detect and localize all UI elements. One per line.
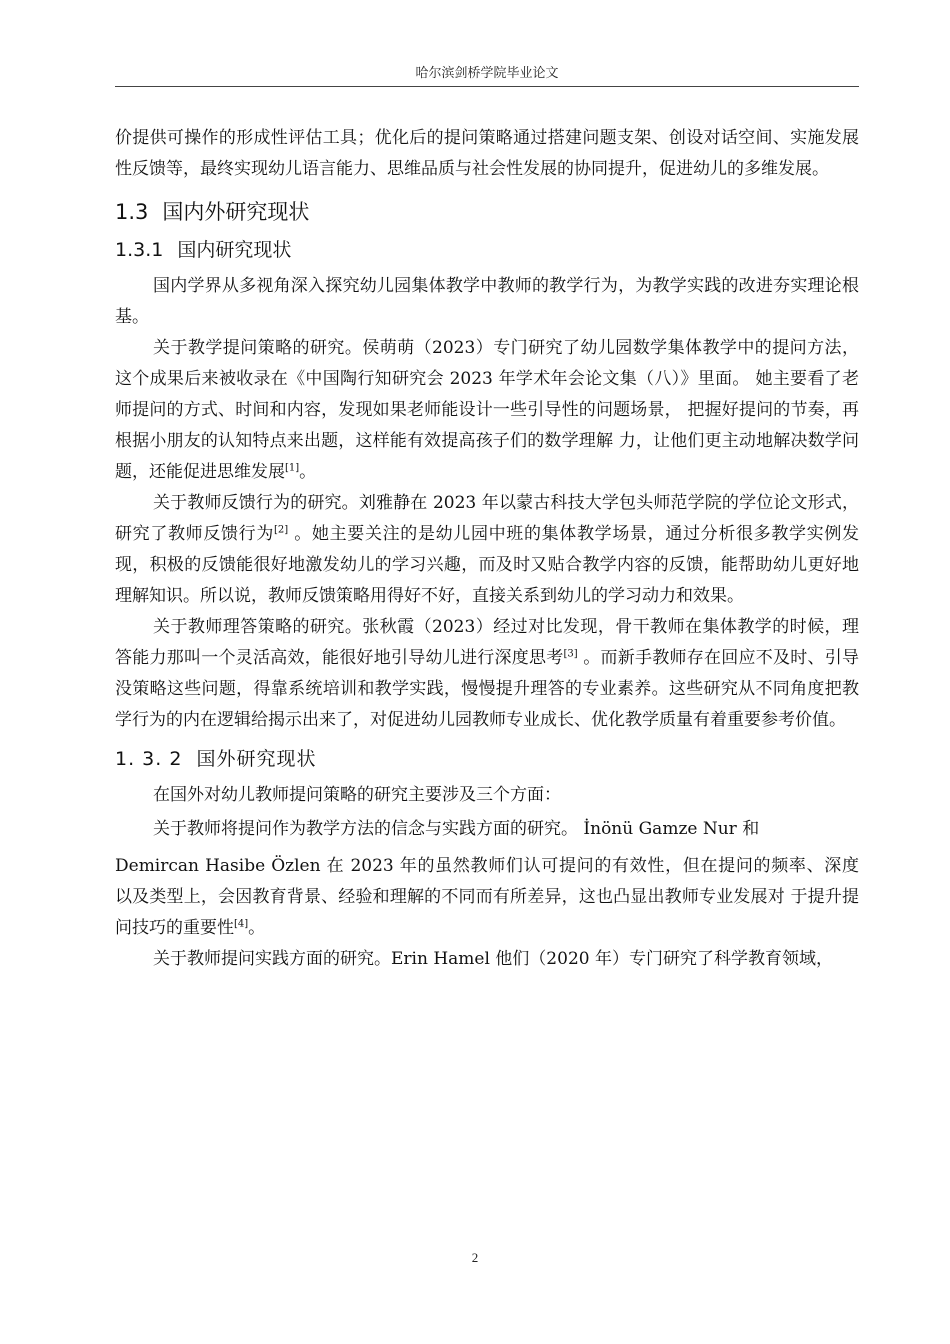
citation-2: [2] (274, 524, 289, 536)
heading-number: 1. 3. 2 (115, 748, 183, 770)
heading-1-3 (115, 197, 859, 227)
heading-number: 1.3 (115, 200, 149, 224)
paragraph-domestic-intro: 国内学界从多视角深入探究幼儿园集体教学中教师的教学行为，为教学实践的改进夯实理论根基。 (115, 276, 859, 327)
paragraph-practice: 关于教师提问实践方面的研究。Erin Hamel 他们（2020 年）专门研究了科学教育领域， (153, 949, 833, 969)
heading-number: 1.3.1 (115, 239, 164, 261)
paragraph-text: 。她主要关注的是幼儿园中班的集体教学场景，通过分析很多教学实例发现，积极的反馈能很好地激发幼儿的学习兴趣，而及时又贴合教学内容的反馈，能帮助幼儿更好地理解知识。所以说，教师反馈策略用得好不好，直接关系到幼儿的学习动力和效果。 (115, 524, 860, 606)
citation-3: [3] (563, 648, 578, 660)
page-number: 2 (471, 1250, 479, 1265)
heading-1-3-2 (115, 744, 859, 774)
paragraph-text: 关于教师反馈行为的研究。刘雅静在 2023 年以蒙古科技大学包头师范学院的学位论文形式，研究了教师反馈行为 (115, 493, 859, 544)
paragraph-text: 。 (299, 462, 317, 482)
paragraph-response-strategy (115, 612, 859, 736)
citation-4: [4] (234, 918, 249, 930)
document-body (115, 123, 859, 975)
heading-title: 国内外研究现状 (162, 200, 310, 224)
paragraph-continued: 价提供可操作的形成性评估工具；优化后的提问策略通过搭建问题支架、创设对话空间、实施发展性反馈等，最终实现幼儿语言能力、思维品质与社会性发展的协同提升，促进幼儿的多维发展。 (115, 128, 859, 179)
citation-1: [1] (285, 462, 300, 474)
paragraph-text: 关于教师理答策略的研究。张秋霞（2023）经过对比发现，骨干教师在集体教学的时候，理答能力那叫一个灵活高效，能很好地引导幼儿进行深度思考 (115, 617, 859, 668)
page-header: 哈尔滨剑桥学院毕业论文 (415, 66, 559, 81)
paragraph-text: 关于教学提问策略的研究。侯萌萌（2023）专门研究了幼儿园数学集体教学中的提问方法，这个成果后来被收录在《中国陶行知研究会 2023 年学术年会论文集（八）》里面。 她主要看了老师提问的方式、时间和内容，发现如果老师能设计一些引导性的问题场景， 把握好提问的节奏，再根据小朋友的认知特点来出题，这样能有效提高孩子们的数学理解 力，让他们更主动地解决数学问题，还能促进思维发展 (115, 338, 859, 482)
paragraph-text: 。而新手教师存在回应不及时、引导没策略这些问题，得靠系统培训和教学实践，慢慢提升理答的专业素养。这些研究从不同角度把教学行为的内在逻辑给揭示出来了，对促进幼儿园教师专业成长、优化教学质量有着重要参考价值。 (115, 648, 859, 730)
paragraph-text: Demircan Hasibe Özlen 在 2023 年的虽然教师们认可提问的有效性，但在提问的频率、深度 以及类型上，会因教育背景、经验和理解的不同而有所差异，这也凸显出教师专业发展对 于提升提问技巧的重要性 (115, 856, 859, 938)
paragraph-foreign-intro: 在国外对幼儿教师提问策略的研究主要涉及三个方面： (153, 785, 561, 805)
header-divider (115, 86, 859, 87)
paragraph-feedback (115, 488, 859, 612)
paragraph-beliefs-line1: 关于教师将提问作为教学方法的信念与实践方面的研究。 İnönü Gamze Nur 和 (153, 819, 760, 839)
heading-1-3-1 (115, 235, 859, 265)
heading-title: 国外研究现状 (196, 748, 317, 770)
paragraph-questioning-strategy (115, 333, 859, 488)
paragraph-text: 。 (248, 918, 266, 938)
paragraph-beliefs (115, 851, 859, 944)
heading-title: 国内研究现状 (177, 239, 292, 261)
